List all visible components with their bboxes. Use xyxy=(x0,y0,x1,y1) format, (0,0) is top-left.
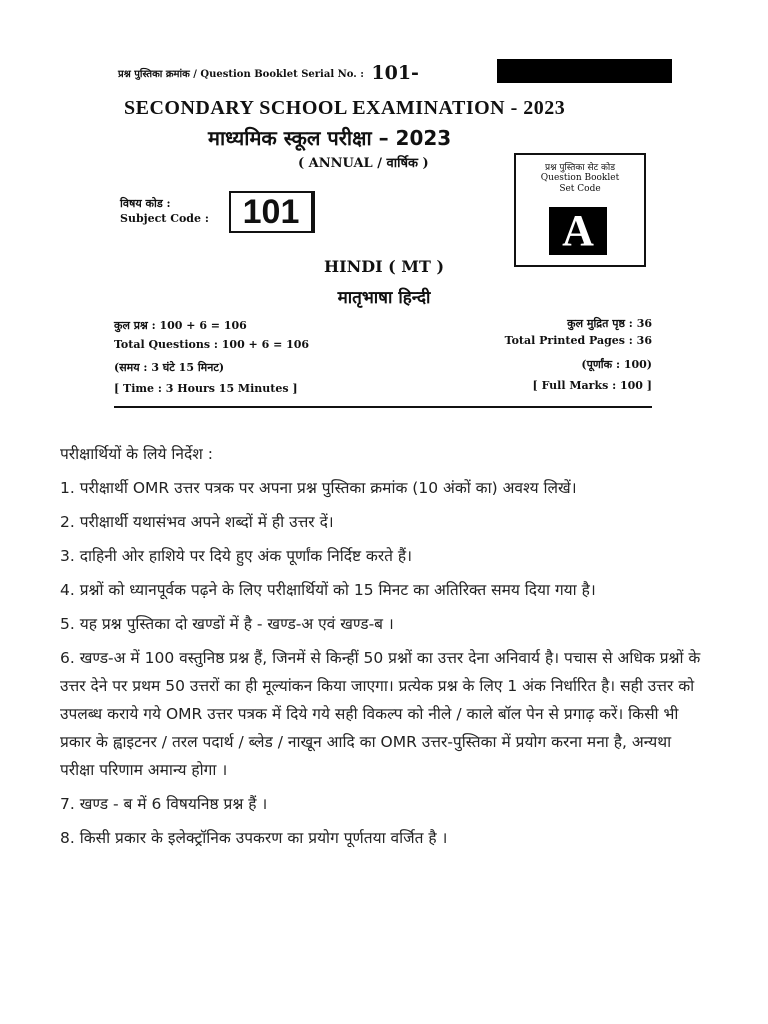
subject-code-box: 101 xyxy=(229,191,315,233)
serial-number-line xyxy=(118,62,419,84)
instruction-item: 5. यह प्रश्न पुस्तिका दो खण्डों में है - खण्ड-अ एवं खण्ड-ब । xyxy=(60,615,394,633)
total-questions-hindi: कुल प्रश्न : 100 + 6 = 106 xyxy=(114,319,247,332)
subject-code-label-hindi: विषय कोड : xyxy=(120,197,171,210)
redacted-serial-block xyxy=(497,59,672,83)
instruction-item: 1. परीक्षार्थी OMR उत्तर पत्रक पर अपना प्रश्न पुस्तिका क्रमांक (10 अंकों का) अवश्य लिखें। xyxy=(60,479,577,497)
total-questions-english: Total Questions : 100 + 6 = 106 xyxy=(114,338,310,351)
subject-code-label xyxy=(120,196,209,226)
annual-label: ( ANNUAL / वार्षिक ) xyxy=(298,156,429,171)
serial-number: 101- xyxy=(371,62,419,84)
header-divider xyxy=(114,406,652,408)
time-english: [ Time : 3 Hours 15 Minutes ] xyxy=(114,382,298,395)
printed-pages-hindi: कुल मुद्रित पृष्ठ : 36 xyxy=(567,317,652,330)
serial-label: प्रश्न पुस्तिका क्रमांक / Question Booklet Serial No. : xyxy=(118,69,364,80)
exam-title-english: SECONDARY SCHOOL EXAMINATION - 2023 xyxy=(124,97,566,119)
full-marks-hindi: (पूर्णांक : 100) xyxy=(581,358,652,371)
instruction-item: 6. खण्ड-अ में 100 वस्तुनिष्ठ प्रश्न हैं, जिनमें से किन्हीं 50 प्रश्नों का उत्तर देना अनिवार्य है। पचास से अधिक प्रश्नों के उत्तर देने पर प्रथम 50 उत्तरों का ही मूल्यांकन किया जाएगा। प्रत्येक प्रश्न के लिए 1 अंक निर्धारित है। सही उत्तर को उपलब्ध कराये गये OMR उत्तर पत्रक में दिये गये सही विकल्प को नीले / काले बॉल पेन से प्रगाढ़ करें। किसी भी प्रकार के ह्वाइटनर / तरल पदार्थ / ब्लेड / नाखून आदि का OMR उत्तर-पुस्तिका में प्रयोग करना मना है, अन्यथा परीक्षा परिणाम अमान्य होगा । xyxy=(60,649,701,779)
set-code-box xyxy=(514,153,646,267)
set-code-label-hindi: प्रश्न पुस्तिका सेट कोड xyxy=(544,163,616,173)
instruction-item: 2. परीक्षार्थी यथासंभव अपने शब्दों में ही उत्तर दें। xyxy=(60,513,334,531)
full-marks-english: [ Full Marks : 100 ] xyxy=(532,379,652,392)
printed-pages-english: Total Printed Pages : 36 xyxy=(504,334,652,347)
instruction-item: 8. किसी प्रकार के इलेक्ट्रॉनिक उपकरण का प्रयोग पूर्णतया वर्जित है । xyxy=(60,829,448,847)
set-code-label-english-1: Question Booklet xyxy=(540,173,620,183)
set-code-label-english-2: Set Code xyxy=(559,184,601,194)
set-code-letter: A xyxy=(549,207,607,255)
subject-title-hindi: मातृभाषा हिन्दी xyxy=(337,288,431,308)
time-hindi: (समय : 3 घंटे 15 मिनट) xyxy=(114,361,225,374)
instructions-list xyxy=(60,474,710,858)
exam-title-hindi: माध्यमिक स्कूल परीक्षा – 2023 xyxy=(208,126,452,150)
subject-code-label-english: Subject Code : xyxy=(120,212,209,225)
instruction-item: 4. प्रश्नों को ध्यानपूर्वक पढ़ने के लिए परीक्षार्थियों को 15 मिनट का अतिरिक्त समय दिया गया है। xyxy=(60,581,596,599)
subject-title-english: HINDI ( MT ) xyxy=(323,257,445,276)
instructions-heading: परीक्षार्थियों के लिये निर्देश : xyxy=(60,445,213,463)
instruction-item: 3. दाहिनी ओर हाशिये पर दिये हुए अंक पूर्णांक निर्दिष्ट करते हैं। xyxy=(60,547,413,565)
instruction-item: 7. खण्ड - ब में 6 विषयनिष्ठ प्रश्न हैं । xyxy=(60,795,268,813)
